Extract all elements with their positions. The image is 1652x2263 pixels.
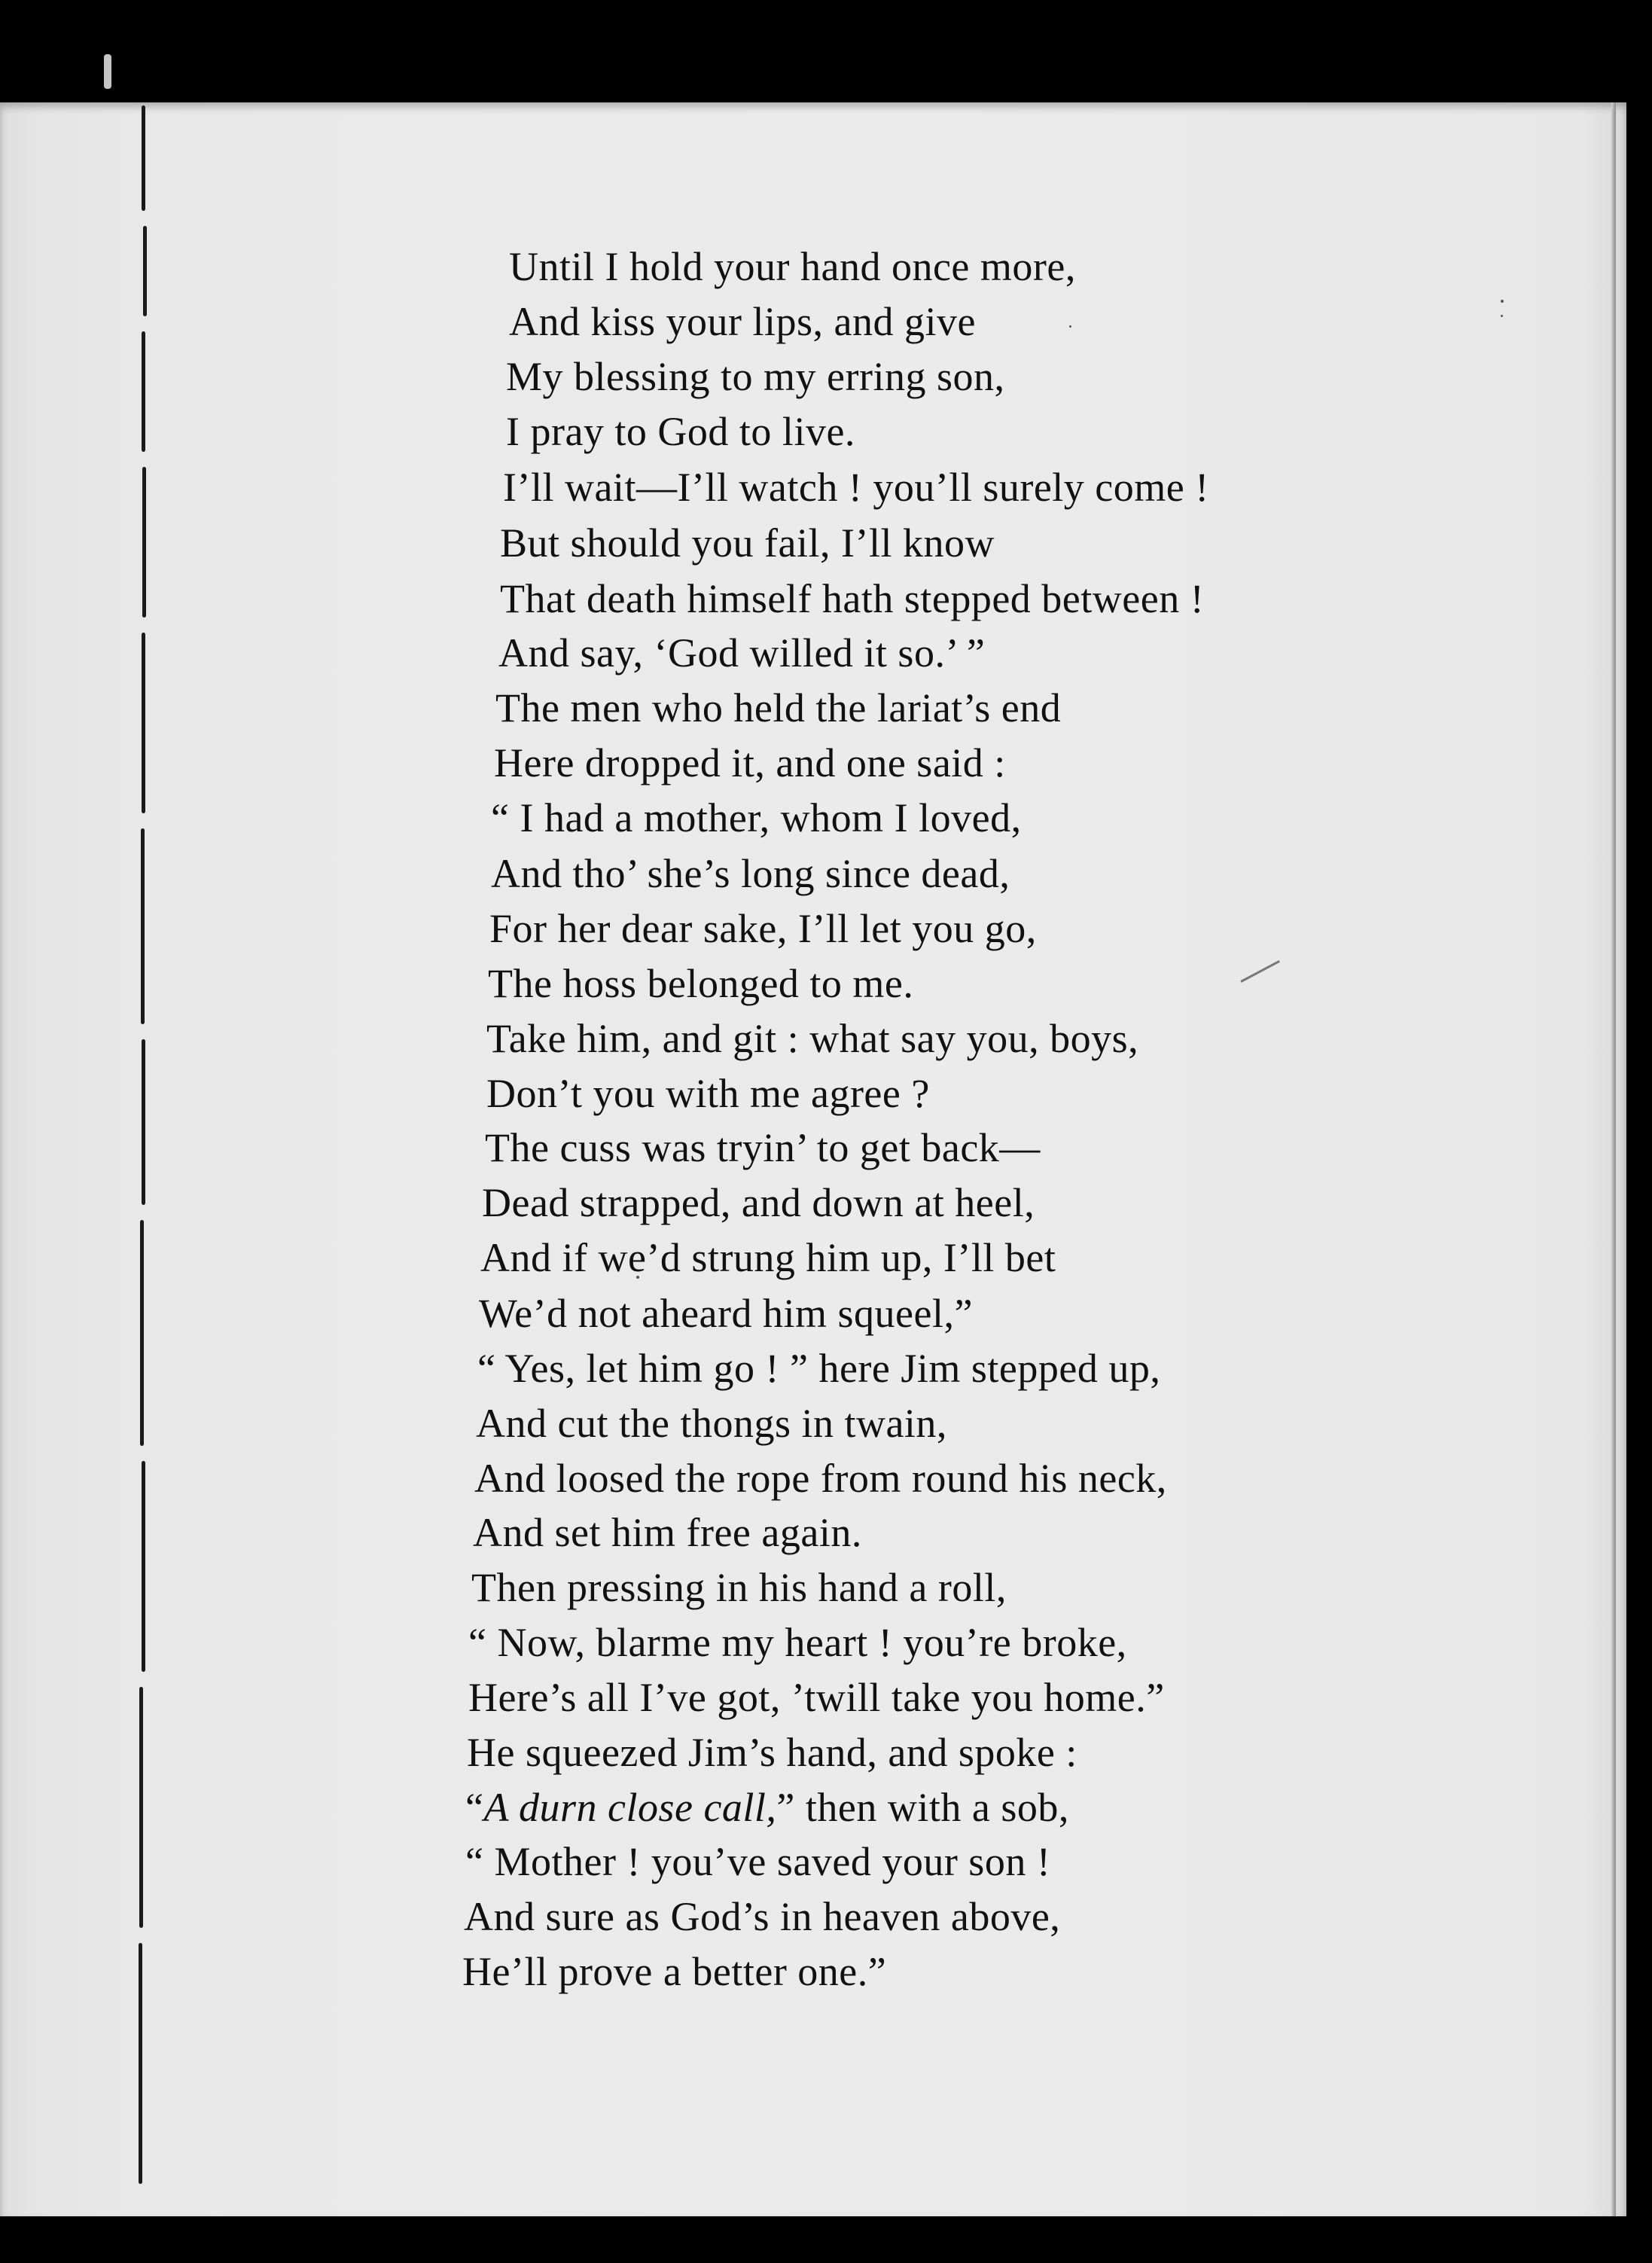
poem-line: “ Mother ! you’ve saved your son ! <box>465 1839 1051 1884</box>
poem-line: And kiss your lips, and give <box>509 299 976 344</box>
poem-line: And say, ‘God willed it so.’ ” <box>498 630 986 676</box>
poem-line: He squeezed Jim’s hand, and spoke : <box>467 1730 1077 1775</box>
poem-line: And loosed the rope from round his neck, <box>474 1456 1167 1501</box>
poem-line <box>465 1785 1069 1830</box>
poem-line: And tho’ she’s long since dead, <box>491 851 1010 896</box>
poem-line: The cuss was tryin’ to get back— <box>485 1125 1041 1170</box>
poem-line: I pray to God to live. <box>506 409 855 454</box>
poem-line: He’ll prove a better one.” <box>462 1949 887 1994</box>
line-continuation: ” then with a sob, <box>776 1785 1069 1830</box>
poem-line: And if we’d strung him up, I’ll bet <box>480 1235 1056 1280</box>
poem-line: That death himself hath stepped between ! <box>500 576 1205 621</box>
poem-line: And cut the thongs in twain, <box>476 1401 947 1446</box>
poem-line: Dead strapped, and down at heel, <box>482 1180 1035 1225</box>
poem-line: Then pressing in his hand a roll, <box>471 1565 1007 1610</box>
poem-line: And set him free again. <box>473 1510 862 1555</box>
poem-line: Here’s all I’ve got, ’twill take you home.” <box>468 1675 1165 1720</box>
poem-line: The men who held the lariat’s end <box>495 685 1062 730</box>
poem-line: We’d not aheard him squeel,” <box>479 1291 973 1336</box>
scan-border-right <box>1626 102 1652 2216</box>
poem-line: My blessing to my erring son, <box>506 354 1005 399</box>
italic-phrase: A durn close call, <box>483 1785 777 1830</box>
poem-line: Until I hold your hand once more, <box>509 244 1076 289</box>
open-quote: “ <box>465 1785 484 1830</box>
poem-line: And sure as God’s in heaven above, <box>464 1894 1061 1939</box>
poem-line: But should you fail, I’ll know <box>500 520 995 566</box>
poem-line: I’ll wait—I’ll watch ! you’ll surely come ! <box>503 465 1209 510</box>
poem-line: “ I had a mother, whom I loved, <box>491 795 1022 840</box>
poem-line: “ Yes, let him go ! ” here Jim stepped up, <box>477 1346 1161 1391</box>
poem-line: Don’t you with me agree ? <box>486 1071 930 1116</box>
poem-line: For her dear sake, I’ll let you go, <box>489 906 1037 951</box>
poem-line: “ Now, blarme my heart ! you’re broke, <box>468 1620 1127 1665</box>
poem-line: Here dropped it, and one said : <box>494 740 1006 785</box>
poem-line: Take him, and git : what say you, boys, <box>486 1016 1139 1061</box>
poem-line: The hoss belonged to me. <box>488 961 914 1006</box>
